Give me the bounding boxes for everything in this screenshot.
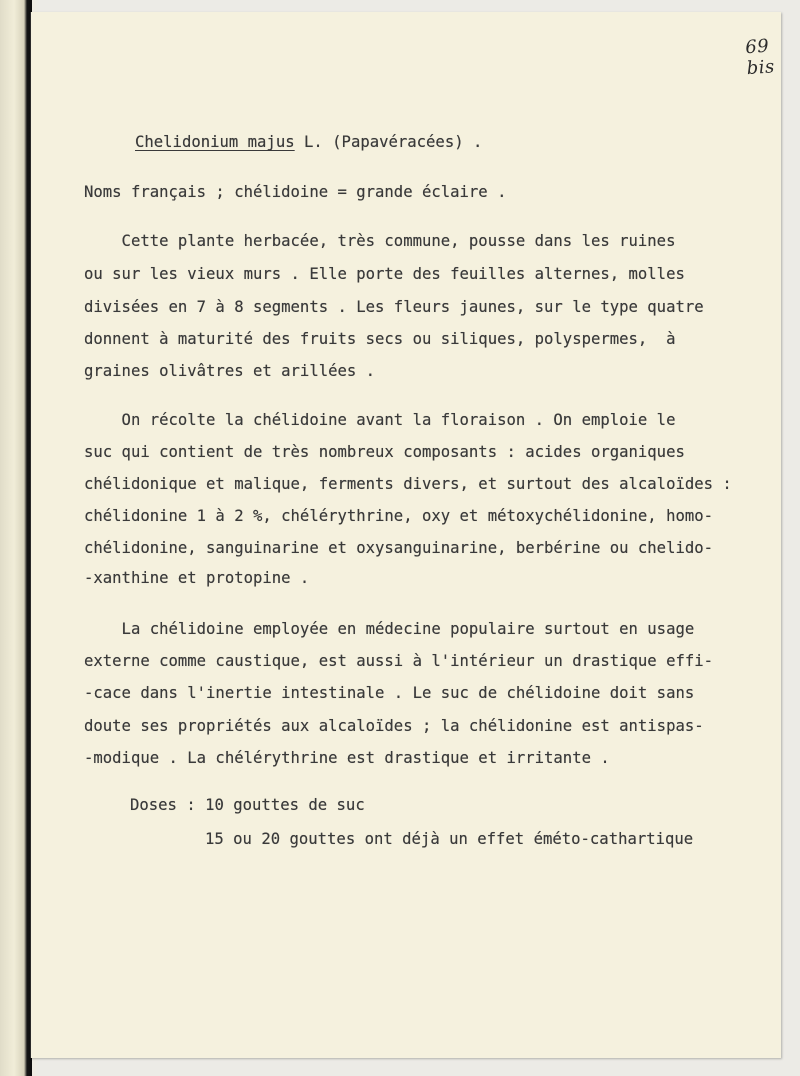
paragraph-line: graines olivâtres et arillées . bbox=[84, 362, 376, 380]
title-rest: L. (Papavéracées) . bbox=[294, 133, 483, 151]
book-binding bbox=[0, 0, 32, 1076]
common-names: Noms français ; chélidoine = grande éclaire . bbox=[84, 183, 507, 201]
paragraph-line: On récolte la chélidoine avant la floraison . On emploie le bbox=[84, 411, 676, 429]
paragraph-line: La chélidoine employée en médecine populaire surtout en usage bbox=[84, 620, 695, 638]
paragraph-line: chélidonique et malique, ferments divers, et surtout des alcaloïdes : bbox=[84, 475, 732, 493]
paragraph-line: chélidonine, sanguinarine et oxysanguinarine, berbérine ou chelido- bbox=[84, 539, 714, 557]
paragraph-line: -xanthine et protopine . bbox=[84, 569, 310, 587]
folio-number: 69 bis bbox=[744, 35, 776, 80]
paragraph-line: doute ses propriétés aux alcaloïdes ; la chélidonine est antispas- bbox=[84, 717, 704, 735]
paragraph-line: Cette plante herbacée, très commune, pousse dans les ruines bbox=[84, 232, 676, 250]
paragraph-line: donnent à maturité des fruits secs ou siliques, polyspermes, à bbox=[84, 330, 676, 348]
paragraph-line: externe comme caustique, est aussi à l'intérieur un drastique effi- bbox=[84, 652, 714, 670]
title-line bbox=[135, 132, 482, 152]
doses-line-continued: 15 ou 20 gouttes ont déjà un effet éméto-cathartique bbox=[205, 830, 694, 848]
paragraph-line: divisées en 7 à 8 segments . Les fleurs jaunes, sur le type quatre bbox=[84, 298, 704, 316]
paragraph-line: -cace dans l'inertie intestinale . Le suc de chélidoine doit sans bbox=[84, 684, 695, 702]
paragraph-line: chélidonine 1 à 2 %, chélérythrine, oxy et métoxychélidonine, homo- bbox=[84, 507, 714, 525]
page-sheet bbox=[30, 12, 781, 1058]
paragraph-line: -modique . La chélérythrine est drastique et irritante . bbox=[84, 749, 610, 767]
paragraph-line: suc qui contient de très nombreux composants : acides organiques bbox=[84, 443, 685, 461]
species-name: Chelidonium majus bbox=[135, 133, 295, 151]
doses-line: Doses : 10 gouttes de suc bbox=[130, 796, 365, 814]
paragraph-line: ou sur les vieux murs . Elle porte des feuilles alternes, molles bbox=[84, 265, 685, 283]
